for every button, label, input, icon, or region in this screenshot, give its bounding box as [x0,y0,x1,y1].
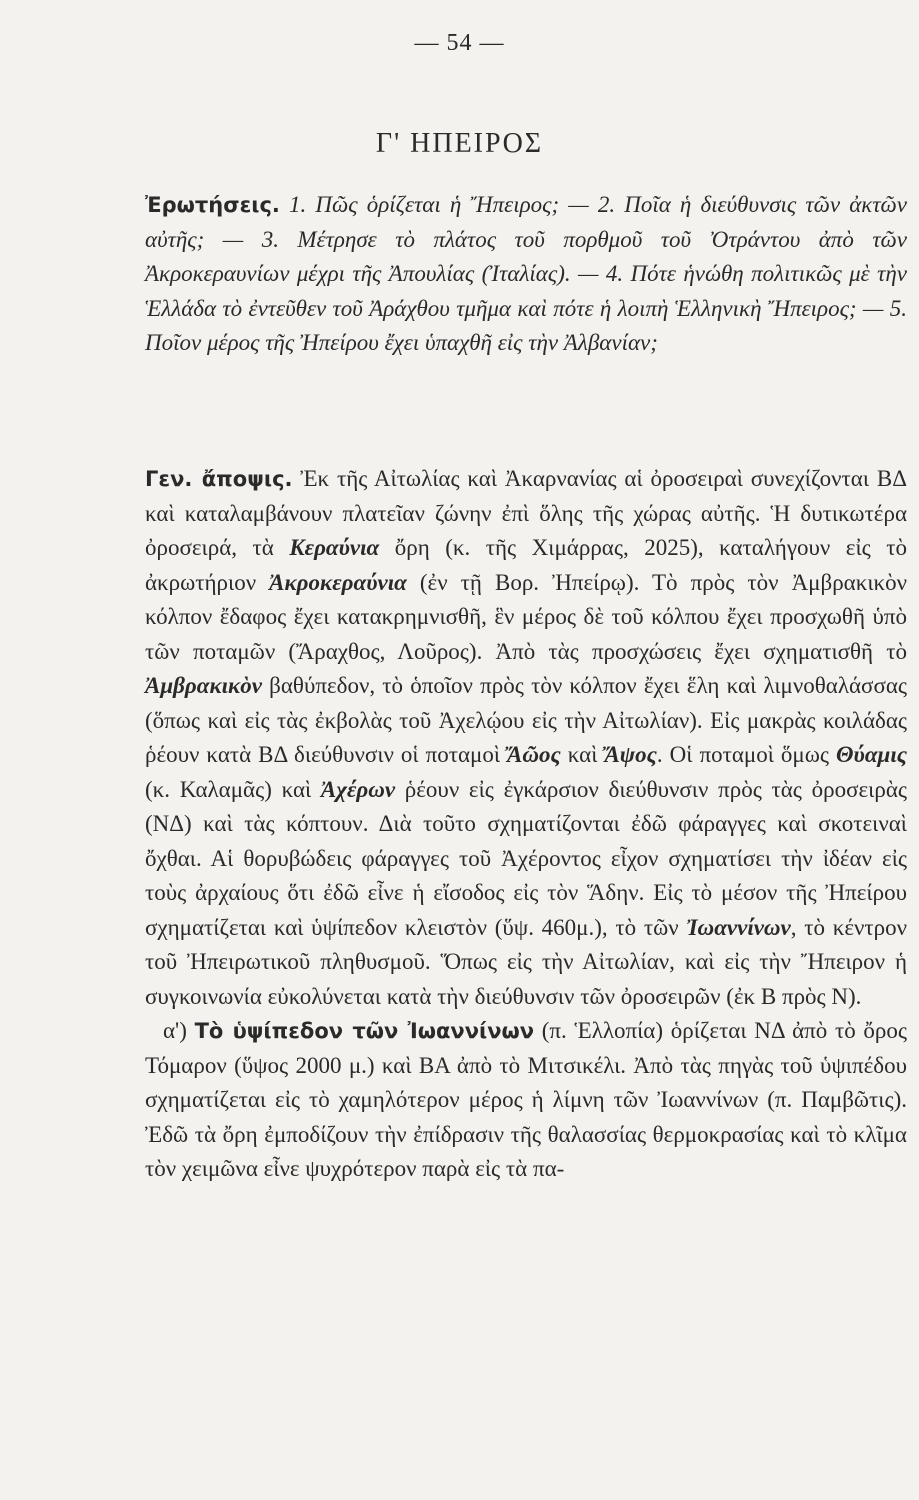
text-run: . Οἱ ποταμοὶ ὅμως [656,742,836,767]
term-thyamis: Θύαμις [836,742,907,767]
term-aoos: Ἄῶος [507,742,561,767]
term-acheron: Ἀχέρων [320,776,396,802]
text-run: Ἐκ τῆς Αἰτωλίας καὶ Ἀκαρνανίας αἱ ὀροσειραὶ συνεχίζονται ΒΔ καὶ καταλαμβάνουν πλατεῖαν ζώνην ἐπὶ ὅλης τῆς χώρας αὐτῆς. Ἡ δυτικωτέρα ὀροσειρά, τὰ [145,466,907,560]
subsection-a-prefix: α') [163,1018,195,1043]
questions-label: Ἐρωτήσεις. [145,193,280,217]
text-run: , τὸ κέντρον τοῦ Ἠπειρωτικοῦ πληθυσμοῦ. Ὅπως εἰς τὴν Αἰτωλίαν, καὶ εἰς τὴν Ἤπειρον ἡ συγκοινωνία εὐκολύνεται κατὰ τὴν διεύθυνσιν τῶν ὀροσειρῶν (ἐκ Β πρὸς Ν). [145,914,907,1009]
general-view-paragraph [145,462,907,1014]
questions-paragraph [145,188,907,361]
text-run: (κ. Καλαμᾶς) καὶ [145,776,321,802]
term-amvrakikon: Ἀμβρακικὸν [145,673,262,698]
general-view-label: Γεν. ἄποψις. [145,467,293,491]
term-akrokeraunia: Ἀκροκεραύνια [269,569,407,595]
text-run: καὶ [560,742,605,767]
questions-text: 1. Πῶς ὁρίζεται ἡ Ἤπειρος; — 2. Ποῖα ἡ διεύθυνσις τῶν ἀκτῶν αὐτῆς; — 3. Μέτρησε τὸ πλάτος τοῦ πορθμοῦ τοῦ Ὀτράντου ἀπὸ τῶν Ἀκροκεραυνίων μέχρι τῆς Ἀπουλίας (Ἰταλίας). — 4. Πότε ἡνώθη πολιτικῶς μὲ τὴν Ἑλλάδα τὸ ἐντεῦθεν τοῦ Ἀράχθου τμῆμα καὶ πότε ἡ λοιπὴ Ἑλληνικὴ Ἤπειρος; — 5. Ποῖον μέρος τῆς Ἠπείρου ἔχει ὑπαχθῆ εἰς τὴν Ἀλβανίαν; [145,192,907,355]
text-run: (ἐν τῇ Βορ. Ἠπείρῳ). Τὸ πρὸς τὸν Ἀμβρακικὸν κόλπον ἔδαφος ἔχει κατακρημνισθῆ, ἓν μέρος δὲ τοῦ κόλπου ἔχει προσχωθῆ ὑπὸ τῶν ποταμῶν (Ἄραχθος, Λοῦρος). Ἀπὸ τὰς προσχώσεις ἔχει σχηματισθῆ τὸ [145,569,908,664]
term-ioannina: Ἰωαννίνων [686,914,791,940]
subsection-a-paragraph [145,1014,907,1187]
subsection-a-text: (π. Ἑλλοπία) ὁρίζεται ΝΔ ἀπὸ τὸ ὄρος Τόμαρον (ὕψος 2000 μ.) καὶ ΒΑ ἀπὸ τὸ Μιτσικέλι. Ἀπὸ τὰς πηγὰς τοῦ ὑψιπέδου σχηματίζεται εἰς τὸ χαμηλότερον μέρος ἡ λίμνη τῶν Ἰωαννίνων (π. Παμβῶτις). Ἐδῶ τὰ ὄρη ἐμποδίζουν τὴν ἐπίδρασιν τῆς θαλασσίας θερμοκρασίας καὶ τὸ κλῖμα τὸν χειμῶνα εἶνε ψυχρότερον παρὰ εἰς τὰ πα- [145,1018,907,1181]
term-apsos: Ἄψος [604,742,657,767]
text-run: ὄρη (κ. τῆς Χιμάρρας, 2025), καταλήγουν εἰς τὸ ἀκρωτήριον [145,535,907,595]
text-run: ῥέουν εἰς ἐγκάρσιον διεύθυνσιν πρὸς τὰς ὀροσειρὰς (ΝΔ) καὶ τὰς κόπτουν. Διὰ τοῦτο σχηματίζονται ἐδῶ φάραγγες καὶ σκοτειναὶ ὄχθαι. Αἱ θορυβώδεις φάραγγες τοῦ Ἀχέροντος εἶχον σχηματίσει τὴν ἰδέαν εἰς τοὺς ἀρχαίους ὅτι ἐδῶ εἶνε ἡ εἴσοδος εἰς τὸν Ἅδην. Εἰς τὸ μέσον τῆς Ἠπείρου σχηματίζεται καὶ ὑψίπεδον κλειστὸν (ὕψ. 460μ.), τὸ τῶν [145,776,907,940]
chapter-title: Γ' ΗΠΕΙΡΟΣ [375,128,544,159]
text-run: βαθύπεδον, τὸ ὁποῖον πρὸς τὸν κόλπον ἔχει ἕλη καὶ λιμνοθαλάσσας (ὅπως καὶ εἰς τὰς ἐκβολὰς τοῦ Ἀχελῴου εἰς τὴν Αἰτωλίαν). Εἰς μακρὰς κοιλάδας ῥέουν κατὰ ΒΔ διεύθυνσιν οἱ ποταμοὶ [145,673,907,767]
main-text [145,462,907,1187]
subsection-a-label: Τὸ ὑψίπεδον τῶν Ἰωαννίνων [194,1019,535,1043]
page-number: — 54 — [414,30,505,56]
term-keraunia: Κεραύνια [289,535,380,560]
